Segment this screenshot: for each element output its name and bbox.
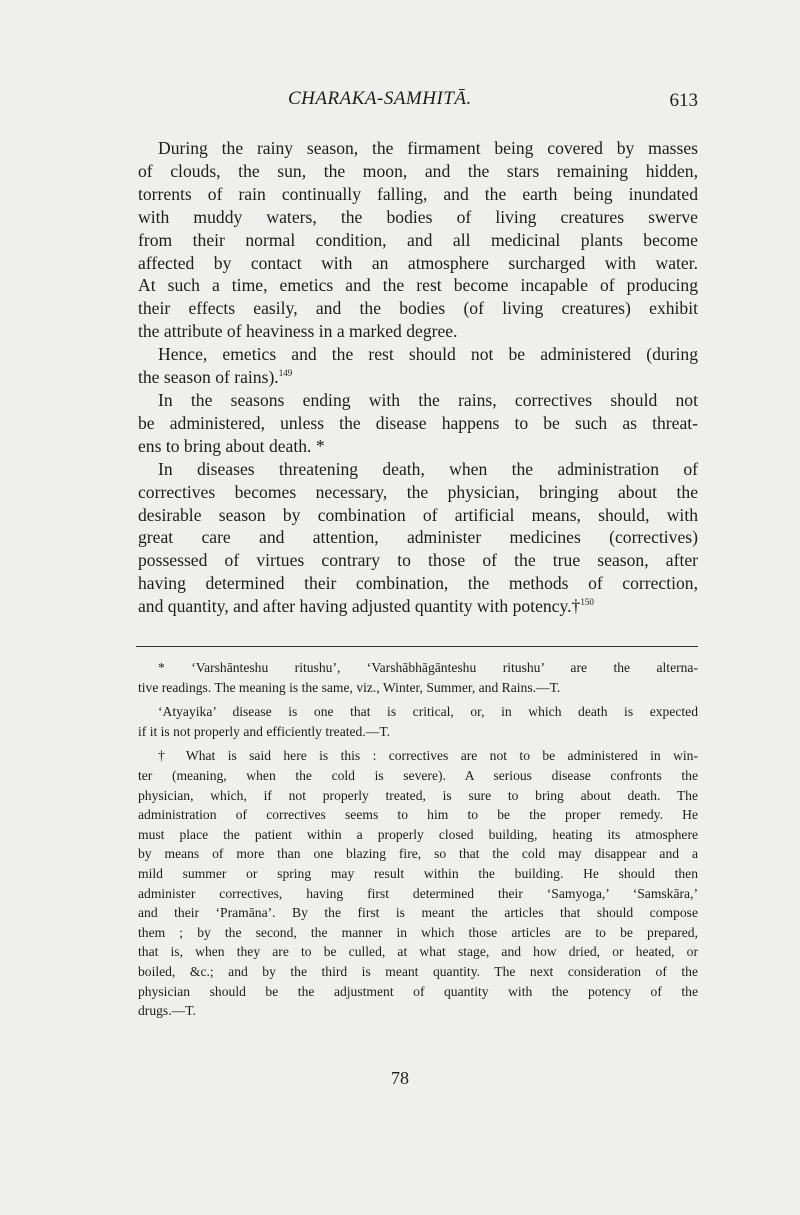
line-text: with muddy waters, the bodies of living creatures swerve xyxy=(138,206,698,227)
line-text: possessed of virtues contrary to those of the true season, after xyxy=(138,550,698,571)
text-line xyxy=(138,481,698,504)
line-text: † What is said here is this : correctives are not to be administered in win- xyxy=(158,748,698,764)
paragraph xyxy=(138,458,698,618)
line-text: correctives becomes necessary, the physician, bringing about the xyxy=(138,481,698,502)
line-text: the attribute of heaviness in a marked degree. xyxy=(138,321,458,342)
line-text: be administered, unless the disease happens to be such as threat- xyxy=(138,412,698,433)
text-line xyxy=(138,825,698,845)
line-text: tive readings. The meaning is the same, viz., Winter, Summer, and Rains.—T. xyxy=(138,679,561,695)
line-text: affected by contact with an atmosphere surcharged with water. xyxy=(138,252,698,273)
line-text: physician should be the adjustment of quantity with the potency of the xyxy=(138,983,698,999)
text-line xyxy=(138,183,698,206)
line-text: At such a time, emetics and the rest become incapable of producing xyxy=(138,275,698,296)
line-text: drugs.—T. xyxy=(138,1003,196,1019)
text-line xyxy=(138,1001,698,1021)
text-line xyxy=(138,746,698,766)
text-line xyxy=(138,343,698,366)
footnote xyxy=(138,702,698,741)
line-text: torrents of rain continually falling, and the earth being inundated xyxy=(138,183,698,204)
running-title: CHARAKA-SAMHITĀ. xyxy=(288,88,472,109)
text-line xyxy=(138,252,698,275)
folio-number: 78 xyxy=(391,1068,409,1088)
line-text: from their normal condition, and all medicinal plants become xyxy=(138,229,698,250)
text-line xyxy=(138,549,698,572)
text-line xyxy=(138,982,698,1002)
paragraph xyxy=(138,343,698,389)
line-text: the season of rains). xyxy=(138,367,279,388)
text-line xyxy=(138,702,698,722)
line-text: Hence, emetics and the rest should not be administered (during xyxy=(158,344,698,365)
text-line xyxy=(138,766,698,786)
text-line xyxy=(138,962,698,982)
text-line xyxy=(138,864,698,884)
line-text: must place the patient within a properly closed building, heating its atmosphere xyxy=(138,826,698,842)
text-line xyxy=(138,658,698,678)
line-text: During the rainy season, the firmament being covered by masses xyxy=(158,138,698,158)
line-text: their effects easily, and the bodies (of living creatures) exhibit xyxy=(138,298,698,319)
text-line xyxy=(138,389,698,412)
footnotes xyxy=(138,658,698,1026)
text-line xyxy=(138,435,698,458)
text-line xyxy=(138,903,698,923)
text-line xyxy=(138,923,698,943)
line-text: them ; by the second, the manner in which those articles are to be prepared, xyxy=(138,924,698,940)
footnote xyxy=(138,658,698,697)
line-text: ‘Atyayika’ disease is one that is critical, or, in which death is expected xyxy=(158,704,698,720)
line-text: In the seasons ending with the rains, correctives should not xyxy=(158,389,698,410)
line-text: of clouds, the sun, the moon, and the stars remaining hidden, xyxy=(138,160,698,181)
line-text: administer correctives, having first determined their ‘Samyoga,’ ‘Samskāra,’ xyxy=(138,885,698,901)
main-text xyxy=(138,137,698,618)
text-line xyxy=(138,572,698,595)
text-line xyxy=(138,320,698,343)
text-line xyxy=(138,206,698,229)
text-line xyxy=(138,504,698,527)
line-text: In diseases threatening death, when the administration of xyxy=(158,458,698,479)
page-number: 613 xyxy=(669,90,698,111)
line-text: by means of more than one blazing fire, so that the cold may disappear and a xyxy=(138,846,698,862)
text-line xyxy=(138,678,698,698)
text-line xyxy=(138,805,698,825)
line-text: great care and attention, administer medicines (correctives) xyxy=(138,527,698,548)
line-text: mild summer or spring may result within the building. He should then xyxy=(138,865,698,881)
line-text: if it is not properly and efficiently treated.—T. xyxy=(138,723,391,739)
text-line xyxy=(138,160,698,183)
text-line xyxy=(138,942,698,962)
line-text: ter (meaning, when the cold is severe). A serious disease confronts the xyxy=(138,767,698,783)
paragraph xyxy=(138,389,698,458)
text-line xyxy=(138,366,698,389)
line-text: that is, when they are to be culled, at what stage, and how dried, or heated, or xyxy=(138,944,698,960)
text-line xyxy=(138,526,698,549)
text-line xyxy=(138,297,698,320)
note-reference: 150 xyxy=(580,597,594,608)
text-line xyxy=(138,786,698,806)
line-text: ens to bring about death. * xyxy=(138,435,325,456)
line-text: * ‘Varshānteshu ritushu’, ‘Varshābhāgānteshu ritushu’ are the alterna- xyxy=(158,660,698,675)
text-line xyxy=(138,884,698,904)
footnote xyxy=(138,746,698,1020)
line-text: desirable season by combination of artificial means, should, with xyxy=(138,504,698,525)
line-text: and their ‘Pramāna’. By the first is meant the articles that should compose xyxy=(138,905,698,921)
page-header xyxy=(138,88,698,114)
text-line xyxy=(138,137,698,160)
text-line xyxy=(138,229,698,252)
text-line xyxy=(138,412,698,435)
text-line xyxy=(138,274,698,297)
note-reference: 149 xyxy=(278,368,293,379)
line-text: physician, which, if not properly treated, is sure to bring about death. The xyxy=(138,787,698,803)
text-line xyxy=(138,844,698,864)
line-text: boiled, &c.; and by the third is meant quantity. The next consideration of the xyxy=(138,963,698,979)
footnote-rule xyxy=(293,646,698,647)
line-text: and quantity, and after having adjusted quantity with potency.† xyxy=(138,596,581,617)
line-text: administration of correctives seems to him to be the proper remedy. He xyxy=(138,807,698,823)
paragraph xyxy=(138,137,698,343)
text-line xyxy=(138,722,698,742)
text-line xyxy=(138,595,698,618)
text-line xyxy=(138,458,698,481)
line-text: having determined their combination, the methods of correction, xyxy=(138,573,698,594)
